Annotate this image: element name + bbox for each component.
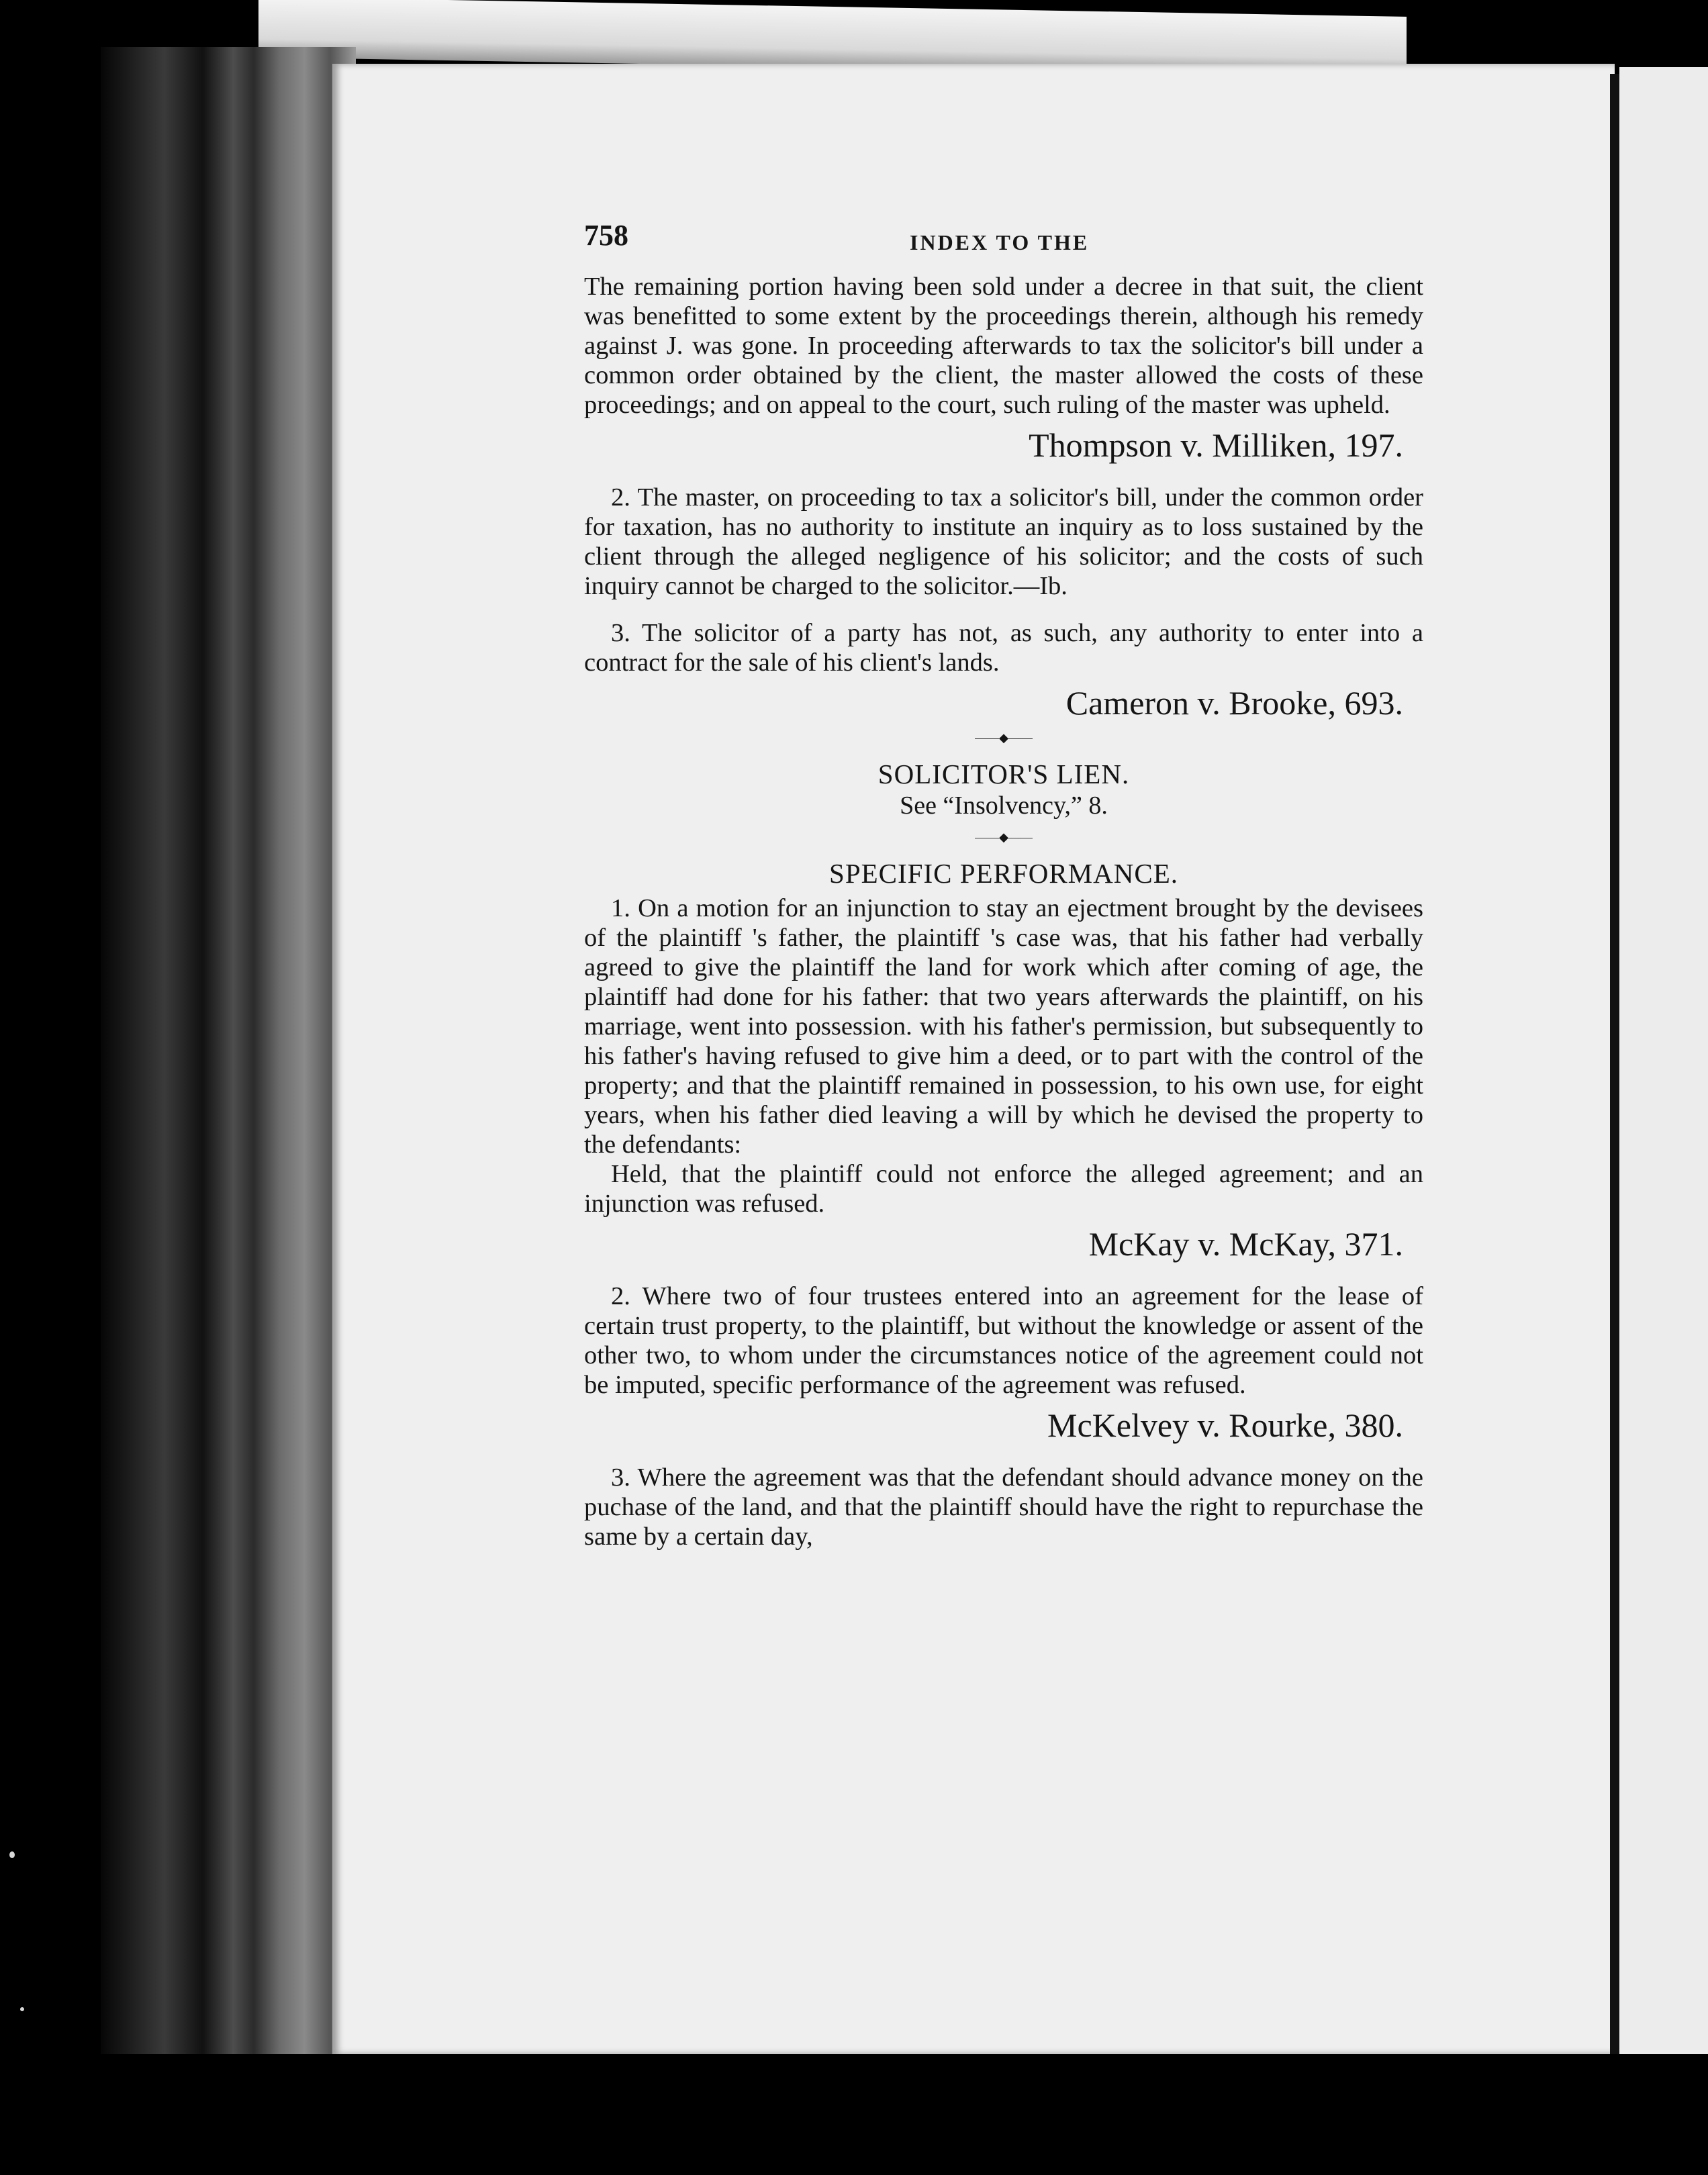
page-content	[584, 218, 1423, 1551]
paragraph: 1. On a motion for an injunction to stay an ejectment brought by the devisees of the plaintiff 's father, the plaintiff 's case was, that his father had verbally agreed to give the plaintiff the land for work which after coming of age, the plaintiff had done for his father: that two years afterwards the plaintiff, on his marriage, went into possession. with his father's permission, but subsequently to his father's having refused to give him a deed, or to part with the control of the property; and that the plaintiff remained in possession, to his own use, for eight years, when his father died leaving a will by which he devised the property to the defendants:	[584, 894, 1423, 1159]
paragraph: Held, that the plaintiff could not enforce the alleged agreement; and an injunction was refused.	[584, 1160, 1423, 1218]
page-gutter-line	[1610, 74, 1619, 2054]
case-citation: Thompson v. Milliken, 197.	[1029, 426, 1403, 464]
scan-speck	[9, 1851, 15, 1858]
paragraph: 3. The solicitor of a party has not, as such, any authority to enter into a contract for the sale of his client's lands.	[584, 619, 1423, 677]
paragraph: 3. Where the agreement was that the defendant should advance money on the puchase of the land, and that the plaintiff should have the right to repurchase the same by a certain day,	[584, 1463, 1423, 1551]
page-number: 758	[584, 219, 628, 252]
case-citation: McKelvey v. Rourke, 380.	[1047, 1406, 1403, 1444]
section-heading: SOLICITOR'S LIEN.	[877, 759, 1130, 789]
paragraph: The remaining portion having been sold under a decree in that suit, the client was benefitted to some extent by the proceedings therein, although his remedy against J. was gone. In proceeding afterwards to tax the solicitor's bill under a common order obtained by the client, the master allowed the costs of these proceedings; and on appeal to the court, such ruling of the master was upheld.	[584, 273, 1423, 419]
section-heading: SPECIFIC PERFORMANCE.	[829, 858, 1178, 889]
page-header	[584, 218, 1423, 272]
facing-page-edge	[1619, 67, 1708, 2054]
section-separator: ——◆——	[975, 830, 1033, 844]
book-page-edges	[101, 47, 356, 2054]
scan-speck	[20, 2007, 24, 2011]
case-citation: Cameron v. Brooke, 693.	[1065, 684, 1403, 722]
case-citation: McKay v. McKay, 371.	[1088, 1225, 1403, 1263]
section-separator: ——◆——	[975, 731, 1033, 744]
running-head: INDEX TO THE	[910, 230, 1090, 254]
paragraph: 2. Where two of four trustees entered into an agreement for the lease of certain trust property, to the plaintiff, but without the knowledge or assent of the other two, to whom under the circumstances notice of the agreement could not be imputed, specific performance of the agreement was refused.	[584, 1282, 1423, 1399]
paragraph: 2. The master, on proceeding to tax a solicitor's bill, under the common order for taxation, has no authority to institute an inquiry as to loss sustained by the client through the alleged negligence of his solicitor; and the costs of such inquiry cannot be charged to the solicitor.—Ib.	[584, 483, 1423, 600]
cross-reference: See “Insolvency,” 8.	[900, 791, 1108, 820]
